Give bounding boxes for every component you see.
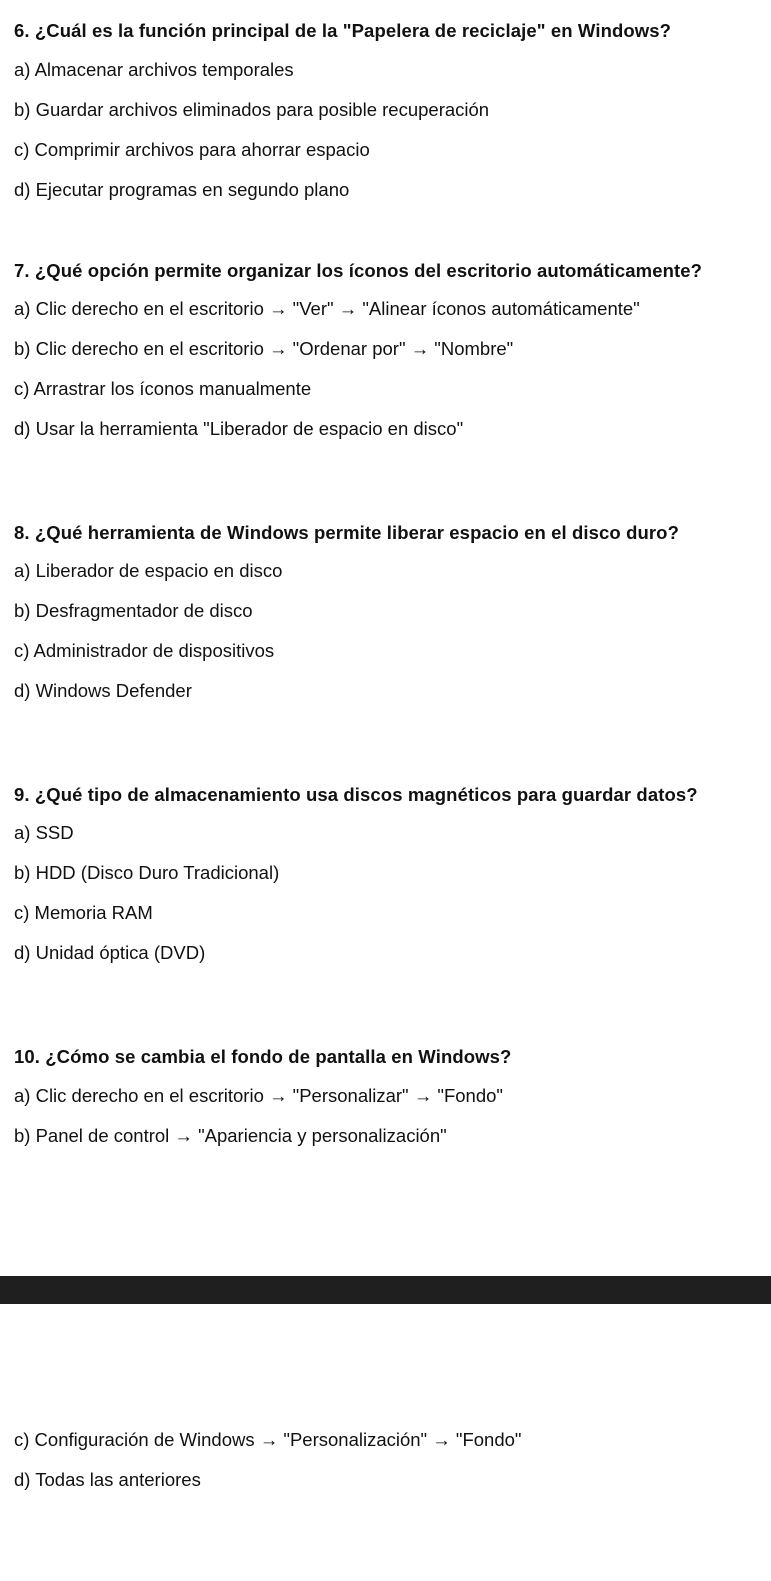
option-c: c) Memoria RAM	[14, 902, 153, 923]
question-title: 9. ¿Qué tipo de almacenamiento usa discos magnéticos para guardar datos?	[14, 784, 698, 805]
question-title: 10. ¿Cómo se cambia el fondo de pantalla en Windows?	[14, 1046, 512, 1067]
option-d: d) Todas las anteriores	[14, 1469, 201, 1490]
option-a: a) SSD	[14, 822, 74, 843]
question-title: 7. ¿Qué opción permite organizar los íconos del escritorio automáticamente?	[14, 260, 703, 281]
option-b: b) Desfragmentador de disco	[14, 600, 253, 621]
option-c: c) Administrador de dispositivos	[14, 640, 275, 661]
option-c: c) Comprimir archivos para ahorrar espacio	[14, 139, 370, 160]
option-a: a) Clic derecho en el escritorio → "Ver" → "Alinear íconos automáticamente"	[14, 298, 640, 319]
question-title: 8. ¿Qué herramienta de Windows permite liberar espacio en el disco duro?	[14, 522, 679, 543]
option-d: d) Usar la herramienta "Liberador de espacio en disco"	[14, 418, 464, 439]
option-b: b) Panel de control → "Apariencia y personalización"	[14, 1125, 447, 1146]
option-b: b) Clic derecho en el escritorio → "Ordenar por" → "Nombre"	[14, 338, 514, 359]
option-d: d) Unidad óptica (DVD)	[14, 942, 206, 963]
question-6	[14, 18, 754, 202]
option-a: a) Almacenar archivos temporales	[14, 59, 294, 80]
option-a: a) Liberador de espacio en disco	[14, 560, 283, 581]
option-d: d) Ejecutar programas en segundo plano	[14, 179, 350, 200]
option-a: a) Clic derecho en el escritorio → "Personalizar" → "Fondo"	[14, 1085, 503, 1106]
option-d: d) Windows Defender	[14, 680, 192, 701]
question-9	[14, 782, 754, 965]
question-title: 6. ¿Cuál es la función principal de la "Papelera de reciclaje" en Windows?	[14, 20, 672, 41]
question-10-continuation	[14, 1428, 754, 1492]
option-b: b) HDD (Disco Duro Tradicional)	[14, 862, 280, 883]
option-c: c) Arrastrar los íconos manualmente	[14, 378, 312, 399]
question-8	[14, 520, 754, 703]
option-c: c) Configuración de Windows → "Personalización" → "Fondo"	[14, 1429, 522, 1450]
page-separator	[0, 1276, 771, 1304]
option-b: b) Guardar archivos eliminados para posible recuperación	[14, 99, 490, 120]
question-10	[14, 1044, 754, 1148]
question-7	[14, 258, 754, 441]
